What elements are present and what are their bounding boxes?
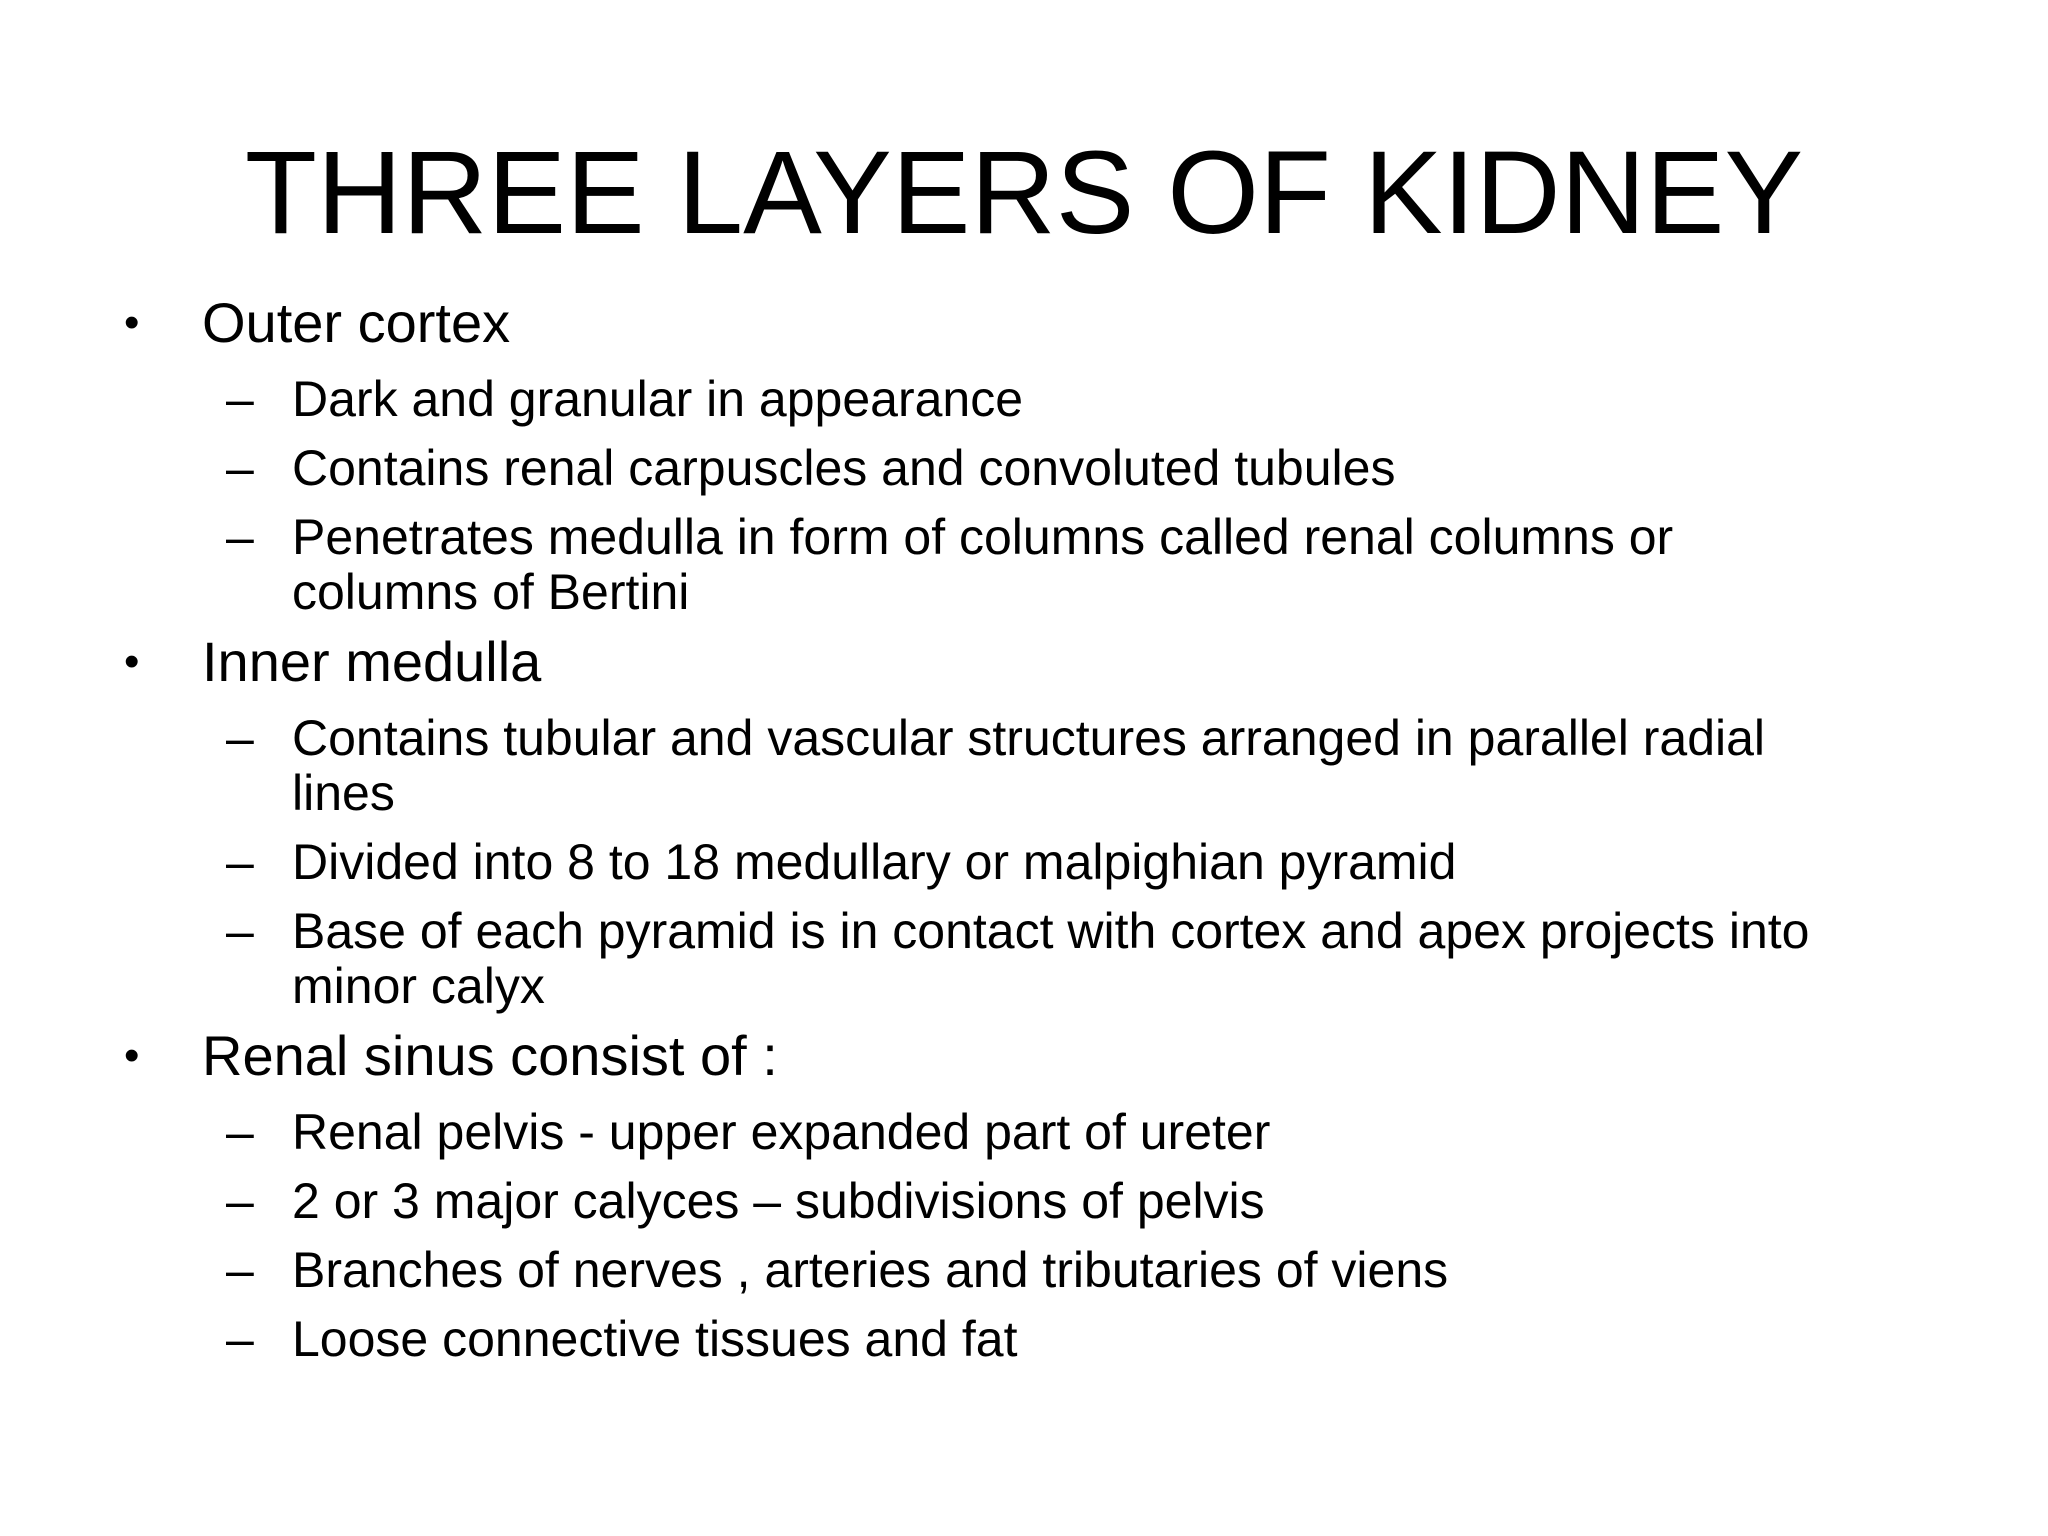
sub-item-text: 2 or 3 major calyces – subdivisions of pelvis [292,1173,1265,1229]
dash-icon: – [226,1242,254,1298]
dash-icon: – [226,509,254,565]
bullet-label: Renal sinus consist of : [202,1024,778,1087]
dash-icon: – [226,1173,254,1229]
sub-item-text: Base of each pyramid is in contact with cortex and apex projects into [292,903,1810,959]
sub-item-text: Penetrates medulla in form of columns called renal columns or [292,509,1674,565]
sub-item-text: minor calyx [292,958,545,1014]
sub-item-text: Divided into 8 to 18 medullary or malpighian pyramid [292,834,1457,890]
dash-icon: – [226,903,254,959]
sub-item-text: columns of Bertini [292,564,690,620]
dash-icon: – [226,834,254,890]
bullet-label: Outer cortex [202,291,511,354]
dash-icon: – [226,1104,254,1160]
sub-item-text: Dark and granular in appearance [292,371,1024,427]
bullet-icon: • [124,1031,140,1080]
dash-icon: – [226,1311,254,1367]
sub-item-text: Renal pelvis - upper expanded part of ureter [292,1104,1271,1160]
bullet-icon: • [124,637,140,686]
slide-title: THREE LAYERS OF KIDNEY [244,127,1804,259]
sub-item-text: lines [292,765,395,821]
dash-icon: – [226,440,254,496]
sub-item-text: Branches of nerves , arteries and tributaries of viens [292,1242,1449,1298]
bullet-icon: • [124,298,140,347]
sub-item-text: Contains renal carpuscles and convoluted tubules [292,440,1396,496]
sub-item-text: Loose connective tissues and fat [292,1311,1018,1367]
bullet-label: Inner medulla [202,630,542,693]
sub-item-text: Contains tubular and vascular structures arranged in parallel radial [292,710,1766,766]
dash-icon: – [226,710,254,766]
dash-icon: – [226,371,254,427]
